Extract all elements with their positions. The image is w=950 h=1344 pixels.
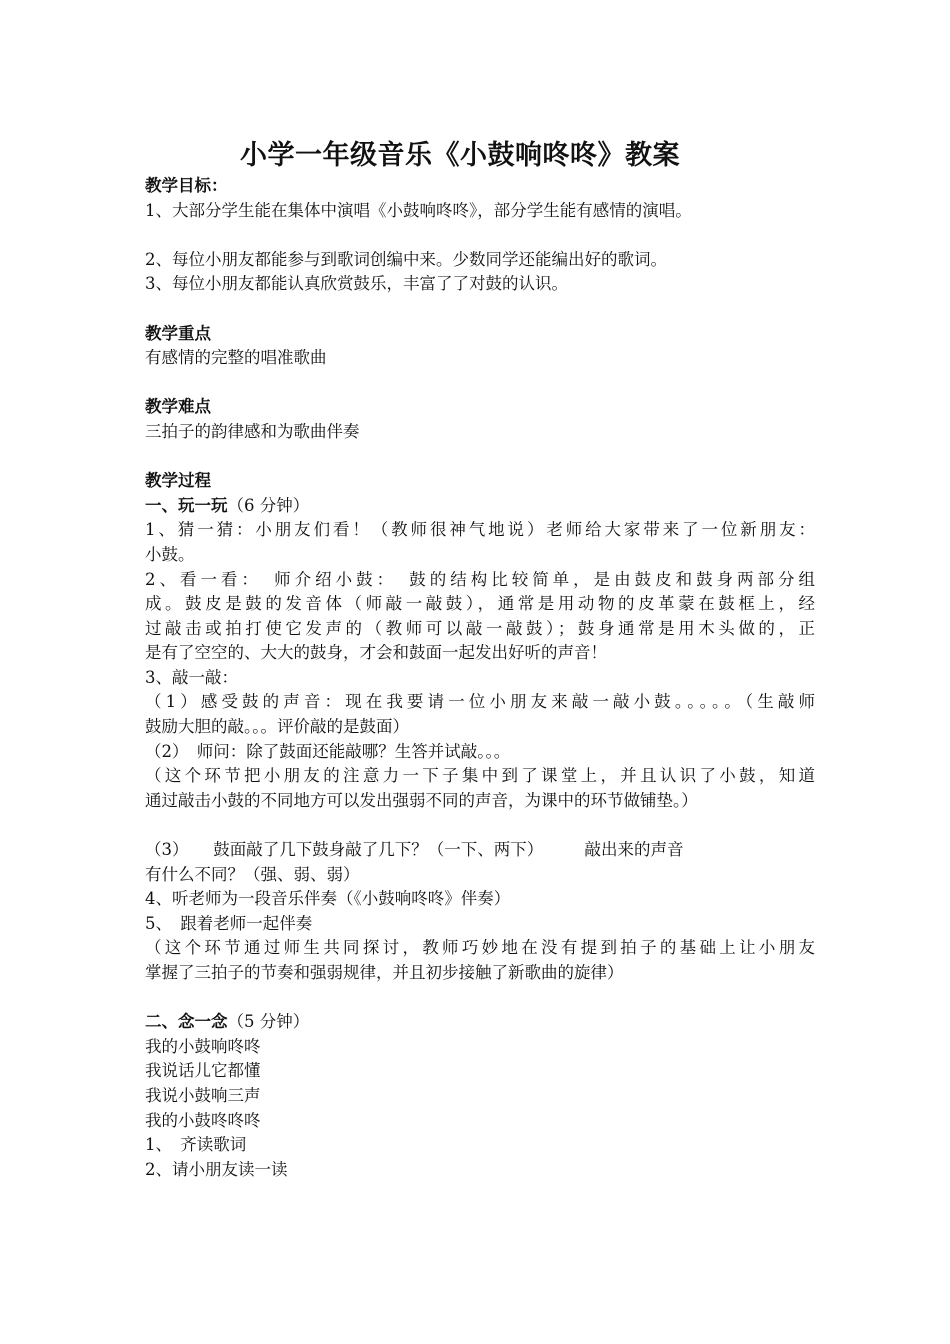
- step3-1-line-a: （1）感受鼓的声音：现在我要请一位小朋友来敲一敲小鼓。。。。。（生敲师: [145, 692, 815, 712]
- spacer: [145, 813, 815, 838]
- step2-line-c: 过敲击或拍打使它发声的（教师可以敲一敲鼓）；鼓身通常是用木头做的，正: [145, 618, 815, 638]
- part2-heading: 二、念一念: [145, 1012, 228, 1032]
- lyric-line-4: 我的小鼓咚咚咚: [145, 1110, 261, 1130]
- process-heading: 教学过程: [145, 471, 211, 491]
- spacer: [145, 986, 815, 1011]
- step4-line: 4、听老师为一段音乐伴奏（《小鼓响咚咚》伴奏）: [145, 889, 511, 909]
- objective-item-1: 1、大部分学生能在集体中演唱《小鼓响咚咚》，部分学生能有感情的演唱。: [145, 200, 692, 220]
- note2-line-b: 掌握了三拍子的节奏和强弱规律，并且初步接触了新歌曲的旋律）: [145, 963, 624, 982]
- part2-step2: 2、请小朋友读一读: [145, 1159, 288, 1179]
- document-body: [145, 174, 815, 1182]
- step5-line: 5、 跟着老师一起伴奏: [145, 913, 313, 933]
- difficulties-heading: 教学难点: [145, 397, 211, 417]
- step3-2-line: （2） 师问：除了鼓面还能敲哪？生答并试敲。。。: [145, 741, 511, 761]
- objective-item-2: 2、每位小朋友都能参与到歌词创编中来。少数同学还能编出好的歌词。: [145, 249, 667, 269]
- lyric-line-1: 我的小鼓响咚咚: [145, 1036, 261, 1056]
- part2-step1: 1、 齐读歌词: [145, 1135, 247, 1155]
- note1-line-a: （这个环节把小朋友的注意力一下子集中到了课堂上，并且认识了小鼓，知道: [145, 766, 815, 786]
- spacer: [145, 223, 815, 248]
- key-points-heading: 教学重点: [145, 323, 211, 343]
- step3-3-line-b: 有什么不同？（强、弱、弱）: [145, 864, 360, 884]
- part1-duration: （6 分钟）: [227, 495, 310, 515]
- lyric-line-2: 我说话儿它都懂: [145, 1061, 261, 1081]
- spacer: [145, 371, 815, 396]
- spacer: [145, 297, 815, 322]
- step1-line-a: 1、猜一猜：小朋友们看！（教师很神气地说）老师给大家带来了一位新朋友：: [145, 520, 815, 540]
- key-points-text: 有感情的完整的唱准歌曲: [145, 348, 327, 368]
- spacer: [145, 445, 815, 470]
- objectives-heading: 教学目标：: [145, 176, 228, 195]
- step3-heading: 3、敲一敲：: [145, 667, 238, 687]
- lyric-line-3: 我说小鼓响三声: [145, 1085, 261, 1105]
- part2-heading-line: [145, 1010, 815, 1035]
- step1-line-b: 小鼓。: [145, 544, 195, 564]
- note1-line-b: 通过敲击小鼓的不同地方可以发出强弱不同的声音，为课中的环节做铺垫。）: [145, 790, 698, 810]
- note2-line-a: （这个环节通过师生共同探讨，教师巧妙地在没有提到拍子的基础上让小朋友: [145, 938, 815, 958]
- part2-duration: （5 分钟）: [227, 1012, 310, 1032]
- step2-line-d: 是有了空空的、大大的鼓身，才会和鼓面一起发出好听的声音！: [145, 643, 607, 663]
- objective-item-3: 3、每位小朋友都能认真欣赏鼓乐，丰富了了对鼓的认识。: [145, 274, 568, 294]
- part1-heading-line: [145, 494, 815, 519]
- part1-heading: 一、玩一玩: [145, 495, 228, 515]
- step2-line-a: 2、看一看： 师介绍小鼓： 鼓的结构比较简单，是由鼓皮和鼓身两部分组: [145, 569, 815, 589]
- step2-line-b: 成。鼓皮是鼓的发音体（师敲一敲鼓），通常是用动物的皮革蒙在鼓框上，经: [145, 594, 815, 614]
- document-title: 小学一年级音乐《小鼓响咚咚》教案: [240, 140, 680, 171]
- difficulties-text: 三拍子的韵律感和为歌曲伴奏: [145, 421, 360, 441]
- step3-3-line-a: （3） 鼓面敲了几下鼓身敲了几下？（一下、两下） 敲出来的声音: [145, 840, 684, 860]
- step3-1-line-b: 鼓励大胆的敲。。。评价敲的是鼓面）: [145, 717, 409, 737]
